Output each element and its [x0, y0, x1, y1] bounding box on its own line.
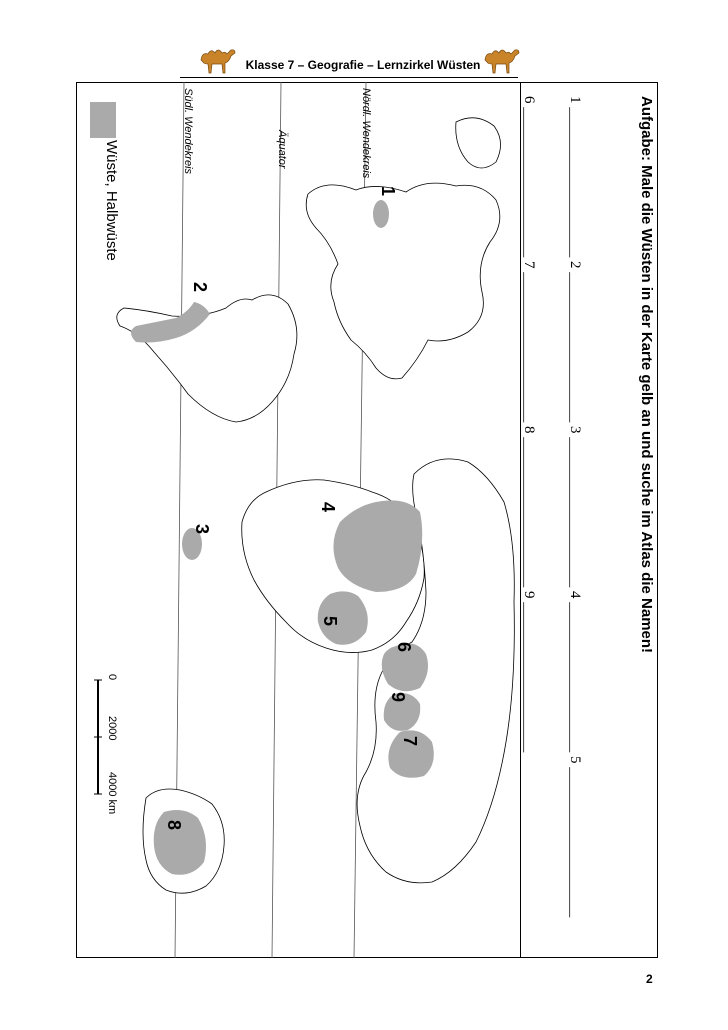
world-map — [76, 82, 521, 958]
camel-icon — [198, 42, 238, 76]
desert-number-9: 9 — [388, 692, 408, 703]
header-rule — [180, 77, 518, 78]
desert-number-3: 3 — [192, 524, 212, 535]
desert-number-1: 1 — [378, 186, 398, 197]
greenland — [456, 118, 501, 168]
desert-number-5: 5 — [320, 616, 340, 627]
legend-label: Wüste, Halbwüste — [103, 140, 120, 261]
page-header — [0, 42, 728, 82]
page-number: 2 — [646, 972, 653, 986]
desert-number-2: 2 — [190, 282, 210, 293]
desert-number-4: 4 — [318, 502, 338, 513]
answer-lines — [506, 96, 598, 917]
scale-label-4000: 4000 km — [106, 772, 118, 815]
equator-label: Äquator — [276, 130, 288, 169]
continent-north-america — [306, 183, 500, 379]
south-tropic-label: Südl. Wendekreis — [182, 88, 194, 175]
desert-number-7: 7 — [400, 736, 420, 747]
camel-icon — [482, 42, 522, 76]
scale-label-0: 0 — [106, 674, 118, 681]
desert-1 — [373, 200, 389, 228]
answer-row-2[interactable]: 6 ____________________ 7 ____________________ 8 ____________________ 9 ____________________ — [521, 96, 537, 753]
task-instruction: Aufgabe: Male die Wüsten in der Karte gelb an und suche im Atlas die Namen! — [638, 96, 655, 654]
answer-row-1[interactable]: 1 ____________________ 2 ____________________ 3 ____________________ 4 ____________________ 5 ____________________ — [567, 96, 583, 918]
desert-number-6: 6 — [394, 642, 414, 653]
legend-swatch — [90, 102, 116, 138]
page-title: Klasse 7 – Geografie – Lernzirkel Wüsten — [245, 58, 481, 72]
north-tropic-label: Nördl. Wendekreis — [360, 88, 372, 179]
desert-number-8: 8 — [164, 820, 184, 831]
scale-label-2000: 2000 — [106, 716, 118, 741]
